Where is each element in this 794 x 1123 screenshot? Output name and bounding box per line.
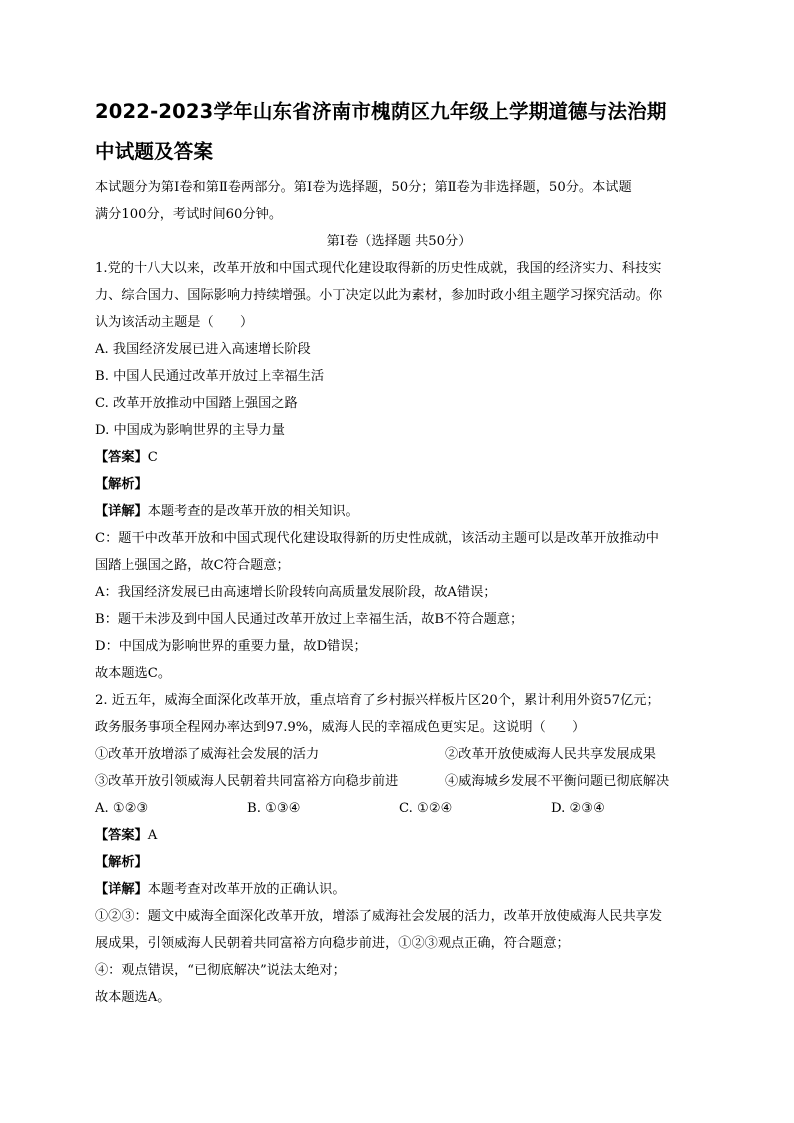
q1-detail (95, 498, 703, 525)
q1-answer-value: C (147, 450, 158, 465)
q1-answer (95, 444, 703, 471)
q1-explain-line-1: C：题干中改革开放和中国式现代化建设取得新的历史性成就，该活动主题可以是改革开放推动中 (95, 531, 659, 546)
q1-option-a: A. 我国经济发展已进入高速增长阶段 (95, 342, 311, 357)
q2-option-c: C. ①②④ (399, 801, 453, 816)
q2-option-b: B. ①③④ (247, 801, 301, 816)
q2-detail-tag: 【详解】 (95, 882, 148, 897)
q1-analysis (95, 471, 703, 498)
q2-answer (95, 822, 703, 849)
q2-options-row (95, 795, 703, 822)
q2-analysis (95, 849, 703, 876)
q2-detail (95, 876, 703, 903)
q1-stem-line-3: 认为该活动主题是（ ） (95, 315, 254, 330)
q2-statements-row-2 (95, 768, 703, 795)
q2-stem-line-2: 政务服务事项全程网办率达到97.9%，威海人民的幸福成色更实足。这说明（ ） (95, 720, 586, 735)
question-2 (95, 687, 703, 1011)
q1-detail-text: 本题考查的是改革开放的相关知识。 (147, 504, 359, 519)
q2-answer-tag: 【答案】 (95, 828, 148, 843)
q2-statement-4: ④威海城乡发展不平衡问题已彻底解决 (445, 774, 670, 789)
q1-explain-line-5: D：中国成为影响世界的重要力量，故D错误； (95, 639, 367, 654)
q1-stem-line-1: 1.党的十八大以来，改革开放和中国式现代化建设取得新的历史性成就，我国的经济实力、科技实 (95, 261, 662, 276)
title-line-2: 中试题及答案 (95, 140, 214, 163)
intro (95, 174, 703, 228)
q2-statement-3: ③改革开放引领威海人民朝着共同富裕方向稳步前进 (95, 774, 399, 789)
q1-explain-line-2: 国踏上强国之路，故C符合题意； (95, 558, 290, 573)
q1-explain-line-4: B：题干未涉及到中国人民通过改革开放过上幸福生活，故B不符合题意； (95, 612, 524, 627)
q2-answer-value: A (147, 828, 158, 843)
question-1 (95, 255, 703, 687)
q1-option-b: B. 中国人民通过改革开放过上幸福生活 (95, 369, 325, 384)
q2-detail-text: 本题考查对改革开放的正确认识。 (147, 882, 346, 897)
intro-line-1: 本试题分为第Ⅰ卷和第Ⅱ卷两部分。第Ⅰ卷为选择题，50分；第Ⅱ卷为非选择题，50分。本试题 (95, 180, 632, 195)
q2-explain-line-1: ①②③：题文中威海全面深化改革开放，增添了威海社会发展的活力，改革开放使威海人民共享发 (95, 909, 663, 924)
q2-explain-line-2: 展成果，引领威海人民朝着共同富裕方向稳步前进，①②③观点正确，符合题意； (95, 936, 570, 951)
section-heading: 第Ⅰ卷（选择题 共50分） (326, 234, 472, 249)
q2-explain-line-4: 故本题选A。 (95, 990, 171, 1005)
q1-detail-tag: 【详解】 (95, 504, 148, 519)
q2-option-d: D. ②③④ (551, 801, 605, 816)
intro-line-2: 满分100分，考试时间60分钟。 (95, 207, 283, 222)
q1-explain-line-6: 故本题选C。 (95, 666, 172, 681)
document-title (95, 92, 703, 172)
q1-analysis-tag: 【解析】 (95, 477, 148, 492)
q2-statement-1: ①改革开放增添了威海社会发展的活力 (95, 747, 320, 762)
q2-statements-row-1 (95, 741, 703, 768)
q1-explain-line-3: A：我国经济发展已由高速增长阶段转向高质量发展阶段，故A错误； (95, 585, 497, 600)
q1-option-c: C. 改革开放推动中国踏上强国之路 (95, 396, 298, 411)
q2-option-a: A. ①②③ (95, 801, 149, 816)
q2-statement-2: ②改革开放使威海人民共享发展成果 (445, 747, 656, 762)
document-page (95, 92, 703, 1011)
q2-explain-line-3: ④：观点错误，“已彻底解决”说法太绝对； (95, 963, 346, 978)
q2-analysis-tag: 【解析】 (95, 855, 148, 870)
q2-stem-line-1: 2. 近五年，威海全面深化改革开放，重点培育了乡村振兴样板片区20个，累计利用外资57亿元； (95, 693, 660, 708)
q1-answer-tag: 【答案】 (95, 450, 148, 465)
q1-stem-line-2: 力、综合国力、国际影响力持续增强。小丁决定以此为素材，参加时政小组主题学习探究活动。你 (95, 288, 663, 303)
q1-option-d: D. 中国成为影响世界的主导力量 (95, 423, 285, 438)
title-line-1: 2022-2023学年山东省济南市槐荫区九年级上学期道德与法治期 (95, 100, 667, 123)
